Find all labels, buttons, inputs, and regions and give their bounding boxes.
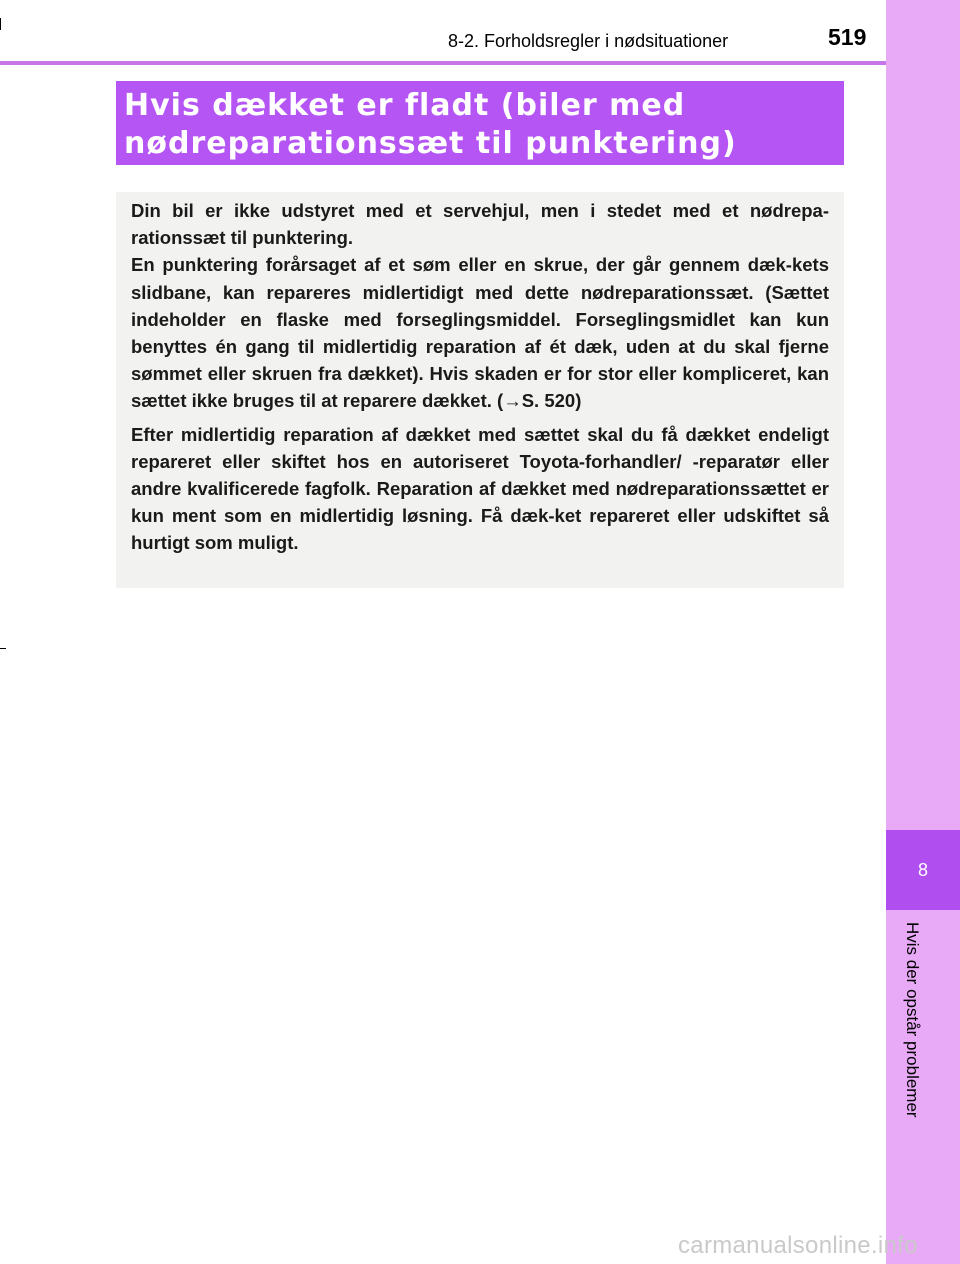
paragraph-puncture (131, 251, 829, 414)
chapter-number: 8 (917, 859, 928, 880)
crop-mark-mid-left (0, 648, 6, 649)
chapter-number-box[interactable] (886, 830, 960, 910)
page-reference-link[interactable]: S. 520) (521, 390, 582, 412)
section-title-line-1: Hvis dækket er fladt (biler med (124, 88, 686, 123)
section-title-line-2: nødreparationssæt til punktering) (124, 126, 737, 161)
info-box (116, 192, 844, 588)
crop-mark-top-left (0, 18, 1, 30)
header-rule (0, 61, 886, 65)
watermark: carmanualsonline.info (678, 1232, 918, 1259)
arrow-right-icon: → (503, 390, 522, 412)
section-heading: 8-2. Forholdsregler i nødsituationer (448, 31, 729, 51)
paragraph-repair: Efter midlertidig reparation af dækket med sættet skal du få dækket endeligt repareret eller skiftet hos en autoriseret Toyota-forhandler/ -reparatør eller andre kvalificerede fagfolk. Reparation af dækket med nødreparationssættet er kun ment som en midlertidig løsning. Få dæk-ket repareret eller udskiftet så hurtigt som muligt. (131, 423, 829, 554)
section-title-box (116, 81, 844, 165)
paragraph-intro: Din bil er ikke udstyret med et servehjul, men i stedet med et nødrepa-rationssæt til punktering. (131, 200, 829, 249)
chapter-label: Hvis der opstår problemer (903, 922, 922, 1118)
paragraph-puncture-text: En punktering forårsaget af et søm eller en skrue, der går gennem dæk-kets slidbane, kan repareres midlertidigt med dette nødreparationssæt. (Sættet indeholder en flaske med forseglingsmiddel. Forseglingsmidlet kan kun benyttes én gang til midlertidig reparation af ét dæk, uden at du skal fjerne sømmet eller skruen fra dækket). Hvis skaden er for stor eller kompliceret, kan sættet ikke bruges til at reparere dækket. ( (131, 254, 829, 412)
page-number: 519 (828, 24, 867, 50)
